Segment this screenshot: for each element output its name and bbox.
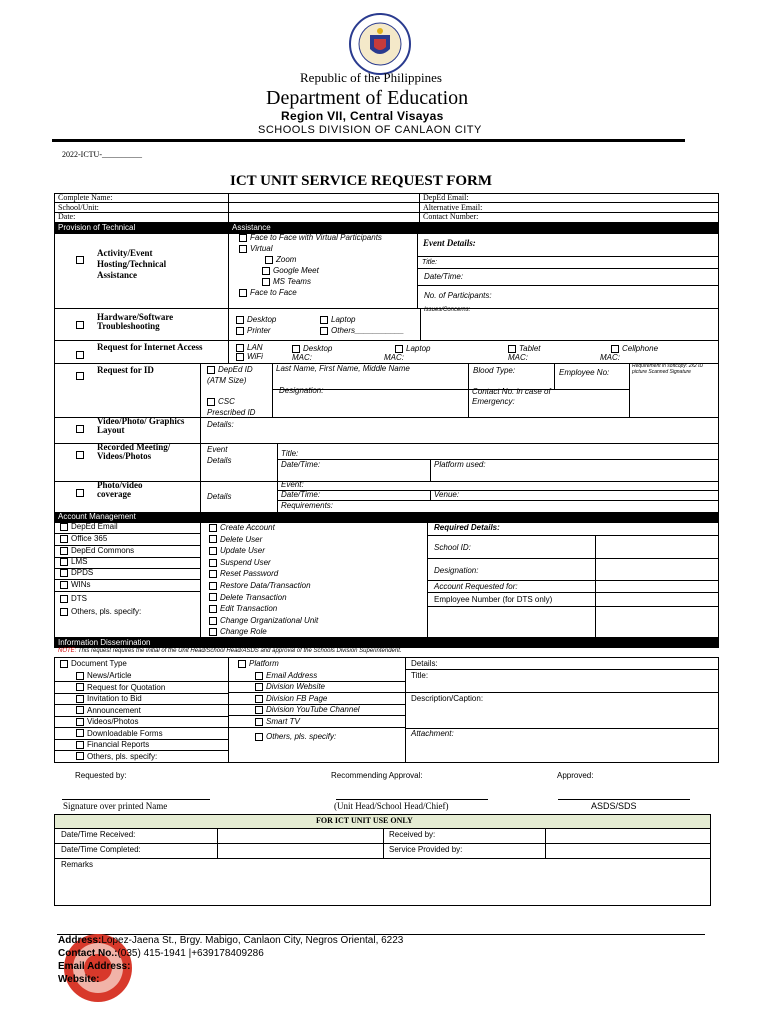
doc-option[interactable] — [76, 671, 131, 680]
doc-option[interactable] — [76, 694, 142, 703]
mac-laptop-option[interactable] — [395, 344, 430, 353]
doc-option[interactable] — [76, 740, 149, 749]
system-option[interactable] — [60, 594, 87, 603]
contact-value: (035) 415-1941 |+639178409286 — [117, 948, 264, 959]
video-checkbox[interactable] — [76, 420, 87, 438]
wifi-option[interactable] — [236, 352, 263, 361]
sig-approved-caption: ASDS/SDS — [591, 801, 637, 811]
dissemination-bar: Information Dissemination — [54, 638, 719, 648]
doc-label: News/Article — [87, 671, 132, 680]
system-label: Others, pls. specify: — [71, 607, 142, 616]
platform-channel-label: Division Website — [266, 682, 325, 691]
event-datetime-label: Date/Time: — [424, 272, 464, 281]
school-id-label: School ID: — [434, 543, 471, 552]
action-label: Edit Transaction — [220, 604, 278, 614]
hardware-label: Hardware/Software Troubleshooting — [97, 312, 174, 331]
doc-label: Announcement — [87, 705, 141, 715]
received-by-label: Received by: — [389, 830, 436, 839]
system-option[interactable] — [60, 534, 107, 543]
sig-line-recommending — [336, 799, 488, 800]
note-text: This request requires the initial of the Unit Head/School Head/ASDS and approval of the Schools Division Superintendent. — [78, 648, 402, 654]
doc-option[interactable] — [76, 752, 157, 761]
virtual-label: Virtual — [250, 244, 273, 253]
action-option[interactable] — [209, 546, 265, 555]
action-option[interactable] — [209, 523, 275, 532]
diss-details-label: Details: — [411, 659, 438, 668]
system-option[interactable] — [60, 580, 91, 589]
diss-title-label: Title: — [411, 671, 429, 680]
doc-option[interactable] — [76, 706, 141, 715]
alt-email-label: Alternative Email: — [423, 203, 483, 212]
virtual-option[interactable] — [239, 244, 273, 253]
mac-cellphone-label: Cellphone — [622, 344, 659, 353]
sig-line-approved — [558, 799, 690, 800]
dissemination-block — [54, 657, 719, 763]
system-label: DPDS — [71, 568, 94, 577]
footer-address — [58, 935, 403, 946]
sig-recommending-caption: (Unit Head/School Head/Chief) — [334, 801, 449, 811]
action-label: Update User — [220, 546, 265, 556]
action-option[interactable] — [209, 604, 277, 613]
department-name: Department of Education — [266, 87, 469, 109]
account-requested-label: Account Requested for: — [434, 582, 518, 591]
action-option[interactable] — [209, 627, 267, 636]
mac-laptop-field[interactable]: MAC: — [384, 353, 404, 362]
service-by-label: Service Provided by: — [389, 845, 463, 854]
platform-channel-label: Division YouTube Channel — [266, 705, 360, 714]
footer-website: Website: — [58, 974, 100, 985]
note-label: NOTE: — [58, 648, 77, 654]
blood-type-label: Blood Type: — [473, 366, 516, 375]
date-label: Date: — [58, 212, 76, 221]
footer-email: Email Address: — [58, 961, 131, 972]
account-bar: Account Management — [54, 512, 719, 522]
f2f-virtual-option[interactable] — [239, 233, 382, 242]
address-label: Address: — [58, 935, 102, 946]
mac-tablet-field[interactable]: MAC: — [508, 353, 528, 362]
doc-type-label: Document Type — [71, 659, 127, 668]
zoom-label: Zoom — [276, 255, 297, 264]
deped-id-option[interactable] — [207, 364, 272, 386]
coverage-venue-label: Venue: — [434, 490, 460, 499]
footer-contact — [58, 948, 264, 959]
coverage-details-label: Details — [207, 492, 232, 501]
platform-channel-label: Division FB Page — [266, 694, 328, 703]
diss-description-label: Description/Caption: — [411, 694, 484, 703]
approved-label: Approved: — [557, 771, 594, 780]
technical-bar-right: Assistance — [232, 223, 271, 232]
csc-id-label: CSC Prescribed ID — [207, 397, 256, 417]
doc-label: Others, pls. specify: — [87, 751, 158, 761]
internet-checkbox[interactable] — [76, 346, 87, 364]
info-block — [54, 193, 719, 223]
activity-checkbox[interactable] — [76, 251, 87, 269]
hw-laptop-option[interactable] — [320, 315, 355, 324]
mac-cellphone-option[interactable] — [611, 344, 658, 353]
zoom-option[interactable] — [265, 255, 296, 264]
required-details-label: Required Details: — [434, 523, 500, 532]
designation-label: Designation: — [279, 386, 324, 395]
event-details-label: Event Details: — [423, 238, 476, 248]
region-label: Region VII, Central Visayas — [281, 109, 444, 123]
platform-channel-option[interactable] — [255, 694, 327, 703]
action-option[interactable] — [209, 581, 311, 590]
action-option[interactable] — [209, 616, 318, 625]
system-label: DTS — [71, 594, 87, 603]
platform-used-label: Platform used: — [434, 460, 486, 469]
mac-cellphone-field[interactable]: MAC: — [600, 353, 620, 362]
hw-printer-label: Printer — [247, 326, 271, 335]
issues-label: Issues/Concerns: — [424, 307, 471, 313]
deped-seal — [348, 13, 412, 75]
action-option[interactable] — [209, 535, 262, 544]
internet-label: Request for Internet Access — [97, 342, 203, 352]
date-received-label: Date/Time Received: — [61, 830, 136, 839]
action-option[interactable] — [209, 569, 278, 578]
system-label: DepEd Email — [71, 522, 118, 531]
photo-video-label: Photo/video coverage — [97, 480, 143, 499]
id-requirements-note: Requirement in softcopy: 2x2 ID picture Scanned Signature — [632, 363, 704, 375]
lan-label: LAN — [247, 343, 263, 352]
republic-label: Republic of the Philippines — [300, 70, 442, 85]
google-meet-option[interactable] — [262, 266, 319, 275]
diss-attachment-label: Attachment: — [411, 729, 454, 738]
video-details-label: Details: — [207, 420, 234, 429]
face-to-face-label: Face to Face — [250, 288, 297, 297]
recorded-event-details-label: Event Details — [207, 445, 232, 465]
acct-designation-label: Designation: — [434, 566, 479, 575]
platform-channel-label: Smart TV — [266, 717, 300, 726]
action-label: Create Account — [220, 523, 275, 532]
school-unit-label: School/Unit: — [58, 203, 99, 212]
hw-desktop-label: Desktop — [247, 315, 277, 324]
technical-bar — [54, 223, 719, 233]
mac-desktop-field[interactable]: MAC: — [292, 353, 312, 362]
action-option[interactable] — [209, 593, 287, 602]
contact-label: Contact No.: — [58, 948, 118, 959]
hw-printer-option[interactable] — [236, 326, 271, 335]
id-checkbox[interactable] — [76, 367, 87, 385]
system-option[interactable] — [60, 568, 93, 577]
wifi-label: WiFi — [247, 352, 263, 361]
mac-tablet-label: Tablet — [519, 344, 541, 353]
deped-id-label: DepEd ID (ATM Size) — [207, 365, 253, 385]
event-title-label: Title: — [422, 259, 438, 266]
system-label: WINs — [71, 580, 91, 589]
employee-no-label: Employee No: — [559, 368, 610, 377]
name-format-label: Last Name, First Name, Middle Name — [276, 364, 410, 373]
hw-others-label: Others___________ — [331, 326, 404, 335]
activity-label: Activity/Event Hosting/Technical Assistance — [97, 248, 167, 280]
platform-channel-label: Others, pls. specify: — [266, 732, 337, 741]
system-label: DepEd Commons — [71, 546, 135, 555]
doc-option[interactable] — [76, 717, 138, 726]
system-option[interactable] — [60, 546, 134, 555]
action-option[interactable] — [209, 558, 271, 567]
division-label: SCHOOLS DIVISION OF CANLAON CITY — [258, 124, 482, 136]
doc-option[interactable] — [76, 683, 165, 692]
hw-desktop-option[interactable] — [236, 315, 276, 324]
remarks-label: Remarks — [61, 860, 94, 869]
employee-number-label: Employee Number (for DTS only) — [434, 595, 553, 604]
emergency-label: Contact No. in case of Emergency: — [472, 387, 551, 406]
reference-number: 2022-ICTU-__________ — [62, 150, 142, 159]
sig-requested-caption: Signature over printed Name — [63, 801, 168, 811]
coverage-requirements-label: Requirements: — [281, 501, 334, 510]
mac-tablet-option[interactable] — [508, 344, 541, 353]
recorded-label: Recorded Meeting/ Videos/Photos — [97, 442, 171, 461]
doc-option[interactable] — [76, 729, 163, 738]
dissemination-note — [58, 648, 402, 654]
mac-laptop-label: Laptop — [406, 344, 431, 353]
deped-email-label: DepEd Email: — [423, 193, 469, 202]
doc-label: Invitation to Bid — [87, 694, 142, 703]
mac-desktop-label: Desktop — [303, 344, 333, 353]
header-rule — [52, 139, 685, 142]
recorded-datetime-label: Date/Time: — [281, 460, 321, 469]
video-label: Video/Photo/ Graphics Layout — [97, 416, 185, 435]
hardware-checkbox[interactable] — [76, 316, 87, 334]
doc-type-option[interactable] — [60, 659, 127, 668]
doc-label: Videos/Photos — [87, 717, 139, 726]
doc-label: Downloadable Forms — [87, 728, 163, 738]
ms-teams-label: MS Teams — [273, 277, 311, 286]
coverage-datetime-label: Date/Time: — [281, 490, 321, 499]
system-option[interactable] — [60, 557, 87, 566]
platform-channel-option[interactable] — [255, 717, 300, 726]
hw-others-option[interactable] — [320, 326, 404, 335]
action-label: Reset Password — [220, 569, 279, 579]
action-label: Delete User — [220, 534, 263, 544]
lan-option[interactable] — [236, 343, 263, 352]
contact-number-label: Contact Number: — [423, 212, 479, 221]
id-label: Request for ID — [97, 365, 154, 375]
address-value: Lopez-Jaena St., Brgy. Mabigo, Canlaon City, Negros Oriental, 6223 — [101, 935, 404, 946]
photo-video-checkbox[interactable] — [76, 484, 87, 502]
system-label: Office 365 — [71, 534, 108, 543]
form-title: ICT UNIT SERVICE REQUEST FORM — [230, 173, 493, 189]
recorded-checkbox[interactable] — [76, 446, 87, 464]
action-label: Suspend User — [220, 557, 271, 567]
participants-label: No. of Participants: — [424, 291, 492, 300]
system-option[interactable] — [60, 607, 141, 616]
action-label: Delete Transaction — [220, 592, 287, 602]
face-to-face-option[interactable] — [239, 288, 297, 297]
platform-label: Platform — [249, 659, 279, 668]
platform-channel-label: Email Address — [266, 671, 318, 680]
doc-label: Request for Quotation — [87, 682, 166, 692]
ms-teams-option[interactable] — [262, 277, 311, 286]
action-label: Change Organizational Unit — [220, 615, 319, 625]
recorded-title-label: Title: — [281, 449, 299, 458]
hw-laptop-label: Laptop — [331, 315, 356, 324]
system-option[interactable] — [60, 522, 118, 531]
action-label: Restore Data/Transaction — [220, 581, 311, 590]
technical-bar-left: Provision of Technical — [58, 223, 136, 232]
system-label: LMS — [71, 557, 88, 566]
platform-option[interactable] — [238, 659, 279, 668]
mac-desktop-option[interactable] — [292, 344, 332, 353]
requested-by-label: Requested by: — [75, 771, 127, 780]
platform-channel-option[interactable] — [255, 732, 336, 741]
recommending-label: Recommending Approval: — [331, 771, 423, 780]
platform-channel-option[interactable] — [255, 682, 325, 691]
action-label: Change Role — [220, 627, 267, 637]
f2f-virtual-label: Face to Face with Virtual Participants — [250, 233, 382, 242]
google-meet-label: Google Meet — [273, 266, 319, 275]
coverage-event-label: Event: — [281, 480, 304, 489]
platform-channel-option[interactable] — [255, 671, 317, 680]
csc-id-option[interactable] — [207, 396, 272, 418]
ict-use-title: FOR ICT UNIT USE ONLY — [316, 816, 413, 825]
sig-line-requested — [62, 799, 210, 800]
complete-name-label: Complete Name: — [58, 193, 113, 202]
doc-label: Financial Reports — [87, 740, 150, 749]
date-completed-label: Date/Time Completed: — [61, 845, 141, 854]
platform-channel-option[interactable] — [255, 705, 360, 714]
